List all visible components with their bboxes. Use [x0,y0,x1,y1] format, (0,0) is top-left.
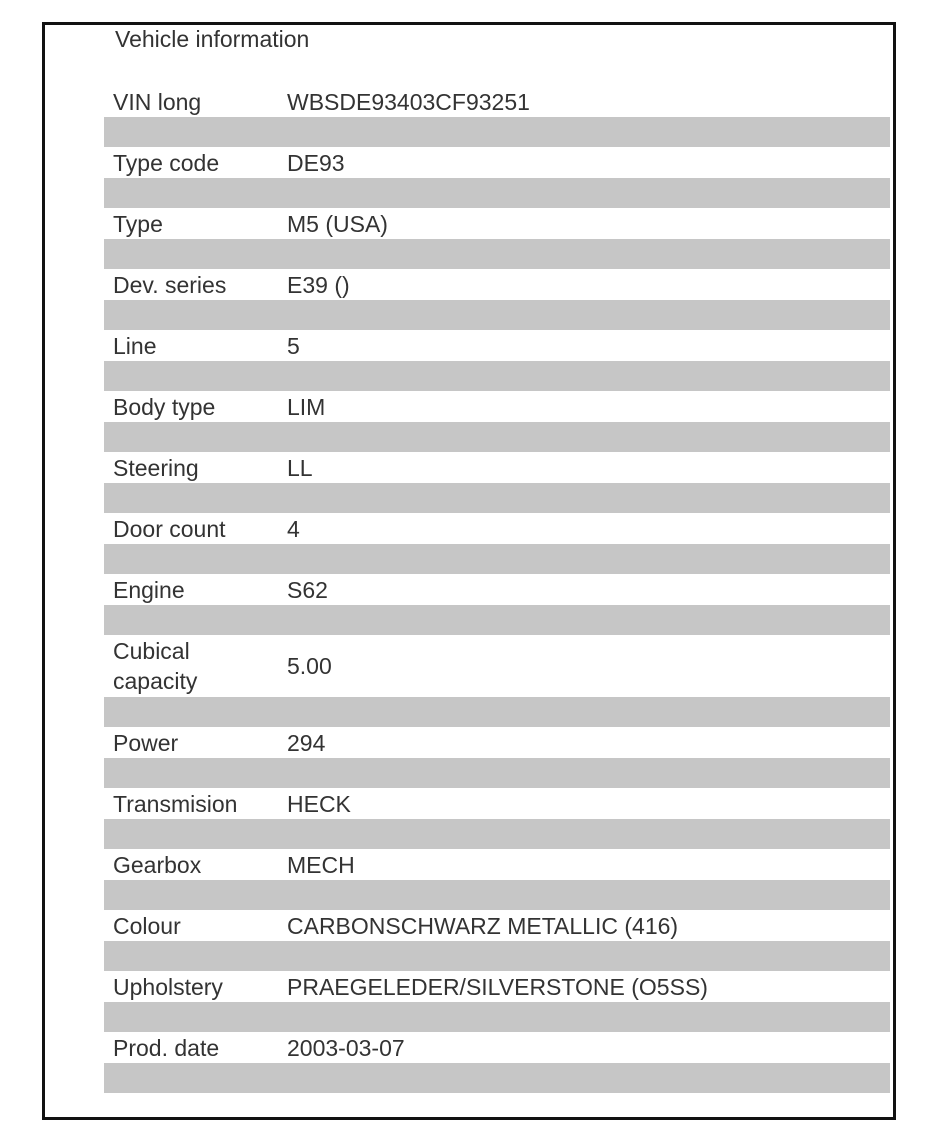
section-title: Vehicle information [115,26,310,52]
row-value: DE93 [287,149,345,176]
table-row [104,513,890,544]
row-value: 5.00 [287,653,332,679]
table-row [104,269,890,300]
table-row [104,86,890,117]
table-row [104,1032,890,1063]
row-label: Door count [113,515,226,542]
row-value: LIM [287,393,326,420]
table-row [104,849,890,880]
row-separator [104,697,890,727]
row-label: Power [113,729,179,756]
row-value: 5 [287,332,300,359]
row-label: Steering [113,454,199,481]
row-label: Transmision [113,790,238,817]
table-row [104,391,890,422]
row-separator [104,117,890,147]
row-label: VIN long [113,88,202,115]
row-value: E39 () [287,271,350,298]
row-value: CARBONSCHWARZ METALLIC (416) [287,912,679,939]
row-label: Colour [113,912,181,939]
table-row [104,330,890,361]
row-value: MECH [287,851,355,878]
table-row [104,971,890,1002]
row-value: 2003-03-07 [287,1034,405,1061]
row-value: PRAEGELEDER/SILVERSTONE (O5SS) [287,973,708,1000]
row-label: Prod. date [113,1034,220,1061]
row-separator [104,1002,890,1032]
row-label: Cubical capacity [113,638,198,694]
table-row [104,574,890,605]
row-separator [104,178,890,208]
table-row [104,788,890,819]
row-label: Body type [113,393,216,420]
row-separator [104,544,890,574]
row-separator [104,941,890,971]
row-value: 4 [287,515,300,542]
row-label: Type [113,210,163,237]
row-label: Type code [113,149,220,176]
table-row [104,147,890,178]
table-row [104,910,890,941]
row-label: Dev. series [113,271,227,298]
row-value: WBSDE93403CF93251 [287,88,530,115]
table-row [104,727,890,758]
row-separator [104,300,890,330]
row-label: Upholstery [113,973,223,1000]
row-separator [104,605,890,635]
row-separator [104,819,890,849]
row-separator [104,1063,890,1093]
table-row [104,635,890,697]
row-value: M5 (USA) [287,210,388,237]
row-label: Engine [113,576,185,603]
row-separator [104,758,890,788]
row-value: 294 [287,729,326,756]
row-value: S62 [287,576,328,603]
row-separator [104,239,890,269]
row-separator [104,361,890,391]
row-separator [104,880,890,910]
table-row [104,208,890,239]
row-value: HECK [287,790,351,817]
row-separator [104,422,890,452]
row-label: Gearbox [113,851,202,878]
vehicle-info-table [104,86,890,1093]
row-value: LL [287,454,313,481]
table-row [104,452,890,483]
row-label: Line [113,332,157,359]
row-separator [104,483,890,513]
